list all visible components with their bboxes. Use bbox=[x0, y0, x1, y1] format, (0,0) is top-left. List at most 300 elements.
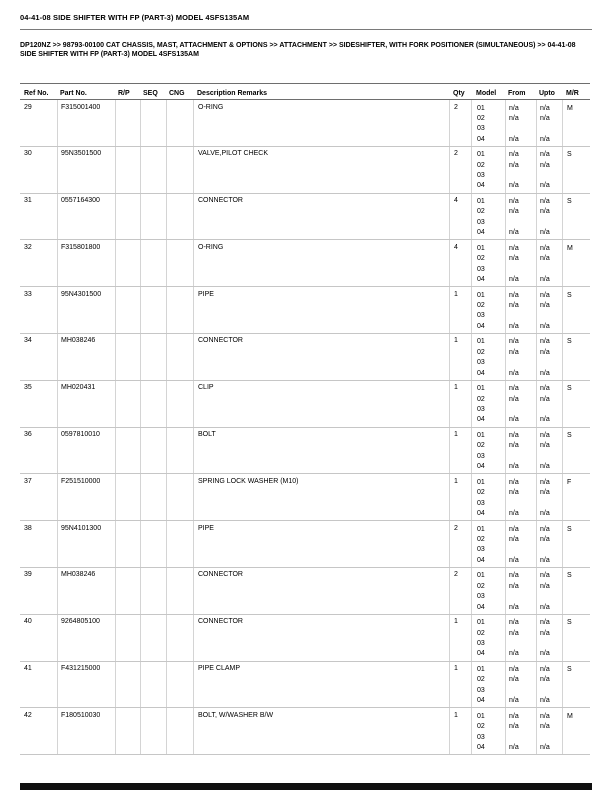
from-cell bbox=[505, 662, 536, 708]
rp-cell bbox=[115, 708, 140, 754]
qty-cell: 1 bbox=[449, 334, 471, 380]
cng-cell bbox=[166, 568, 193, 614]
table-row bbox=[20, 662, 590, 709]
description-cell: O-RING bbox=[193, 240, 449, 286]
model-line bbox=[540, 124, 562, 134]
description-cell: O-RING bbox=[193, 100, 449, 146]
model-line bbox=[509, 218, 536, 228]
qty-cell: 1 bbox=[449, 474, 471, 520]
model-line: n/a bbox=[509, 572, 519, 580]
seq-cell bbox=[140, 194, 166, 240]
model-line: n/a bbox=[540, 104, 550, 112]
rp-cell bbox=[115, 334, 140, 380]
model-line: n/a bbox=[509, 104, 519, 112]
model-line bbox=[509, 639, 536, 649]
model-line: 04 bbox=[477, 463, 485, 471]
from-cell bbox=[505, 708, 536, 754]
model-line bbox=[540, 452, 562, 462]
table-row bbox=[20, 428, 590, 475]
model-line: 01 bbox=[477, 619, 485, 627]
from-cell bbox=[505, 521, 536, 567]
model-cell bbox=[471, 662, 505, 708]
mr-cell bbox=[562, 147, 590, 193]
model-line: n/a bbox=[540, 114, 550, 122]
qty-cell: 1 bbox=[449, 708, 471, 754]
cng-cell bbox=[166, 428, 193, 474]
part-no-cell: 0557164300 bbox=[57, 194, 115, 240]
model-line: n/a bbox=[509, 416, 519, 424]
model-line: n/a bbox=[509, 666, 519, 674]
col-header-cng: CNG bbox=[169, 89, 185, 97]
model-line: 02 bbox=[477, 676, 485, 684]
model-line: 04 bbox=[477, 556, 485, 564]
model-line: 03 bbox=[477, 312, 485, 320]
model-cell bbox=[471, 521, 505, 567]
model-line bbox=[567, 462, 590, 472]
model-line: 04 bbox=[477, 603, 485, 611]
table-row bbox=[20, 381, 590, 428]
model-line: S bbox=[567, 291, 572, 299]
part-no-cell: MH038246 bbox=[57, 334, 115, 380]
model-line: 02 bbox=[477, 348, 485, 356]
qty-cell: 2 bbox=[449, 568, 471, 614]
model-line bbox=[567, 114, 590, 124]
model-line bbox=[567, 348, 590, 358]
model-line bbox=[567, 358, 590, 368]
ref-no-cell: 34 bbox=[24, 337, 32, 345]
model-line bbox=[509, 265, 536, 275]
cng-cell bbox=[166, 521, 193, 567]
model-line bbox=[567, 509, 590, 519]
mr-cell bbox=[562, 474, 590, 520]
model-cell bbox=[471, 568, 505, 614]
table-body bbox=[20, 100, 590, 755]
seq-cell bbox=[140, 662, 166, 708]
model-line: S bbox=[567, 619, 572, 627]
ref-no-cell: 31 bbox=[24, 197, 32, 205]
model-line: 01 bbox=[477, 198, 485, 206]
model-line bbox=[567, 228, 590, 238]
seq-cell bbox=[140, 428, 166, 474]
model-line: 02 bbox=[477, 208, 485, 216]
model-line: S bbox=[567, 572, 572, 580]
model-line: n/a bbox=[509, 536, 519, 544]
model-line bbox=[567, 171, 590, 181]
parts-table bbox=[20, 83, 590, 755]
model-line: n/a bbox=[509, 229, 519, 237]
model-line bbox=[567, 275, 590, 285]
model-line: 03 bbox=[477, 640, 485, 648]
model-line: 03 bbox=[477, 452, 485, 460]
model-line bbox=[540, 733, 562, 743]
model-line: 01 bbox=[477, 478, 485, 486]
description-cell: CONNECTOR bbox=[193, 334, 449, 380]
qty-cell: 1 bbox=[449, 662, 471, 708]
title-divider bbox=[20, 29, 592, 30]
model-line: n/a bbox=[509, 302, 519, 310]
upto-cell bbox=[536, 662, 562, 708]
model-line: 02 bbox=[477, 395, 485, 403]
model-line bbox=[567, 639, 590, 649]
model-line: 02 bbox=[477, 302, 485, 310]
model-cell bbox=[471, 428, 505, 474]
model-line: 04 bbox=[477, 510, 485, 518]
model-line bbox=[567, 415, 590, 425]
from-cell bbox=[505, 194, 536, 240]
seq-cell bbox=[140, 287, 166, 333]
model-line: n/a bbox=[540, 525, 550, 533]
model-cell bbox=[471, 474, 505, 520]
upto-cell bbox=[536, 287, 562, 333]
seq-cell bbox=[140, 615, 166, 661]
rp-cell bbox=[115, 100, 140, 146]
part-no-cell: F180510030 bbox=[57, 708, 115, 754]
model-line: n/a bbox=[540, 322, 550, 330]
col-header-qty: Qty bbox=[453, 89, 465, 97]
model-line: n/a bbox=[540, 255, 550, 263]
model-line: n/a bbox=[540, 676, 550, 684]
model-line bbox=[540, 218, 562, 228]
model-line: n/a bbox=[540, 536, 550, 544]
cng-cell bbox=[166, 474, 193, 520]
mr-cell bbox=[562, 381, 590, 427]
model-line: n/a bbox=[540, 369, 550, 377]
from-cell bbox=[505, 615, 536, 661]
seq-cell bbox=[140, 147, 166, 193]
model-line: n/a bbox=[509, 348, 519, 356]
description-cell: CONNECTOR bbox=[193, 568, 449, 614]
model-line: 01 bbox=[477, 432, 485, 440]
model-line: n/a bbox=[509, 442, 519, 450]
mr-cell bbox=[562, 240, 590, 286]
col-header-from: From bbox=[508, 89, 526, 97]
ref-no-cell: 29 bbox=[24, 103, 32, 111]
part-no-cell: 9264805100 bbox=[57, 615, 115, 661]
upto-cell bbox=[536, 147, 562, 193]
table-row bbox=[20, 334, 590, 381]
model-line: 02 bbox=[477, 582, 485, 590]
model-line: 04 bbox=[477, 697, 485, 705]
cng-cell bbox=[166, 708, 193, 754]
model-line: 03 bbox=[477, 218, 485, 226]
model-line: n/a bbox=[509, 151, 519, 159]
upto-cell bbox=[536, 708, 562, 754]
ref-no-cell: 32 bbox=[24, 243, 32, 251]
qty-cell: 1 bbox=[449, 615, 471, 661]
ref-no-cell: 41 bbox=[24, 665, 32, 673]
model-line: n/a bbox=[540, 556, 550, 564]
description-cell: PIPE bbox=[193, 287, 449, 333]
upto-cell bbox=[536, 194, 562, 240]
model-line: 03 bbox=[477, 546, 485, 554]
from-cell bbox=[505, 381, 536, 427]
model-line: 01 bbox=[477, 525, 485, 533]
model-line: n/a bbox=[540, 395, 550, 403]
col-header-description: Description Remarks bbox=[197, 89, 268, 97]
model-line bbox=[567, 265, 590, 275]
from-cell bbox=[505, 568, 536, 614]
rp-cell bbox=[115, 240, 140, 286]
model-line bbox=[509, 499, 536, 509]
rp-cell bbox=[115, 568, 140, 614]
model-line: n/a bbox=[509, 582, 519, 590]
model-line: n/a bbox=[509, 697, 519, 705]
table-row bbox=[20, 615, 590, 662]
model-line: M bbox=[567, 712, 573, 720]
mr-cell bbox=[562, 428, 590, 474]
model-line: 01 bbox=[477, 712, 485, 720]
model-line: 02 bbox=[477, 629, 485, 637]
ref-no-cell: 38 bbox=[24, 524, 32, 532]
qty-cell: 1 bbox=[449, 428, 471, 474]
model-line: n/a bbox=[509, 478, 519, 486]
model-line: n/a bbox=[509, 712, 519, 720]
model-line bbox=[540, 265, 562, 275]
model-line: 01 bbox=[477, 338, 485, 346]
model-line bbox=[567, 686, 590, 696]
rp-cell bbox=[115, 381, 140, 427]
model-line: n/a bbox=[540, 338, 550, 346]
mr-cell bbox=[562, 334, 590, 380]
description-cell: BOLT bbox=[193, 428, 449, 474]
model-line bbox=[509, 405, 536, 415]
model-line: n/a bbox=[509, 650, 519, 658]
part-no-cell: F315801800 bbox=[57, 240, 115, 286]
model-line: n/a bbox=[509, 291, 519, 299]
ref-no-cell: 40 bbox=[24, 618, 32, 626]
model-line: S bbox=[567, 666, 572, 674]
model-line: 04 bbox=[477, 369, 485, 377]
model-line: 01 bbox=[477, 104, 485, 112]
model-line: 01 bbox=[477, 291, 485, 299]
model-line: n/a bbox=[540, 151, 550, 159]
model-line: n/a bbox=[540, 650, 550, 658]
model-cell bbox=[471, 194, 505, 240]
model-line: n/a bbox=[509, 338, 519, 346]
ref-no-cell: 33 bbox=[24, 290, 32, 298]
model-line bbox=[567, 322, 590, 332]
model-line: n/a bbox=[509, 525, 519, 533]
model-line bbox=[567, 207, 590, 217]
model-line bbox=[540, 499, 562, 509]
table-row bbox=[20, 474, 590, 521]
upto-cell bbox=[536, 615, 562, 661]
model-line: n/a bbox=[540, 244, 550, 252]
rp-cell bbox=[115, 194, 140, 240]
model-cell bbox=[471, 287, 505, 333]
model-line: n/a bbox=[509, 385, 519, 393]
model-line: 04 bbox=[477, 229, 485, 237]
upto-cell bbox=[536, 474, 562, 520]
model-line: n/a bbox=[509, 744, 519, 752]
model-line: n/a bbox=[509, 255, 519, 263]
qty-cell: 1 bbox=[449, 381, 471, 427]
model-line: n/a bbox=[509, 395, 519, 403]
model-cell bbox=[471, 100, 505, 146]
model-line bbox=[540, 545, 562, 555]
model-cell bbox=[471, 708, 505, 754]
col-header-rp: R/P bbox=[118, 89, 130, 97]
model-line bbox=[509, 124, 536, 134]
model-line: n/a bbox=[509, 510, 519, 518]
model-line bbox=[567, 629, 590, 639]
model-line bbox=[509, 171, 536, 181]
model-cell bbox=[471, 334, 505, 380]
mr-cell bbox=[562, 662, 590, 708]
model-line: n/a bbox=[509, 676, 519, 684]
mr-cell bbox=[562, 708, 590, 754]
model-line bbox=[509, 733, 536, 743]
model-line: n/a bbox=[540, 489, 550, 497]
model-line: n/a bbox=[540, 302, 550, 310]
model-line: n/a bbox=[540, 723, 550, 731]
model-line: n/a bbox=[509, 276, 519, 284]
model-line: n/a bbox=[509, 556, 519, 564]
table-row bbox=[20, 287, 590, 334]
model-line: n/a bbox=[540, 348, 550, 356]
model-line: n/a bbox=[540, 229, 550, 237]
model-line: n/a bbox=[540, 478, 550, 486]
model-line: 01 bbox=[477, 385, 485, 393]
qty-cell: 2 bbox=[449, 147, 471, 193]
model-line bbox=[567, 535, 590, 545]
from-cell bbox=[505, 474, 536, 520]
description-cell: PIPE bbox=[193, 521, 449, 567]
model-line: 02 bbox=[477, 489, 485, 497]
model-line: 02 bbox=[477, 536, 485, 544]
description-cell: CLIP bbox=[193, 381, 449, 427]
model-line: n/a bbox=[540, 416, 550, 424]
model-line: n/a bbox=[540, 385, 550, 393]
upto-cell bbox=[536, 100, 562, 146]
model-line bbox=[567, 441, 590, 451]
model-line: 02 bbox=[477, 723, 485, 731]
upto-cell bbox=[536, 521, 562, 567]
col-header-ref-no: Ref No. bbox=[24, 89, 49, 97]
mr-cell bbox=[562, 194, 590, 240]
model-line bbox=[540, 358, 562, 368]
model-line bbox=[567, 733, 590, 743]
model-line: 02 bbox=[477, 161, 485, 169]
model-line: n/a bbox=[540, 161, 550, 169]
model-line: n/a bbox=[509, 182, 519, 190]
model-line bbox=[567, 311, 590, 321]
model-line: 03 bbox=[477, 593, 485, 601]
model-line bbox=[567, 722, 590, 732]
rp-cell bbox=[115, 474, 140, 520]
model-line: n/a bbox=[509, 208, 519, 216]
model-line: n/a bbox=[540, 619, 550, 627]
rp-cell bbox=[115, 662, 140, 708]
model-line bbox=[567, 254, 590, 264]
upto-cell bbox=[536, 428, 562, 474]
model-line bbox=[567, 603, 590, 613]
model-line: n/a bbox=[509, 369, 519, 377]
table-row bbox=[20, 194, 590, 241]
model-line: n/a bbox=[509, 489, 519, 497]
model-line: n/a bbox=[540, 198, 550, 206]
model-line bbox=[540, 639, 562, 649]
model-line bbox=[540, 405, 562, 415]
seq-cell bbox=[140, 100, 166, 146]
model-line: 03 bbox=[477, 406, 485, 414]
qty-cell: 2 bbox=[449, 521, 471, 567]
model-line bbox=[567, 675, 590, 685]
qty-cell: 4 bbox=[449, 240, 471, 286]
model-line bbox=[567, 545, 590, 555]
model-line: n/a bbox=[540, 697, 550, 705]
from-cell bbox=[505, 334, 536, 380]
rp-cell bbox=[115, 615, 140, 661]
qty-cell: 4 bbox=[449, 194, 471, 240]
model-line: n/a bbox=[509, 161, 519, 169]
model-line: n/a bbox=[509, 135, 519, 143]
ref-no-cell: 42 bbox=[24, 711, 32, 719]
cng-cell bbox=[166, 100, 193, 146]
part-no-cell: F431215000 bbox=[57, 662, 115, 708]
model-line bbox=[567, 301, 590, 311]
description-cell: PIPE CLAMP bbox=[193, 662, 449, 708]
cng-cell bbox=[166, 334, 193, 380]
model-line: S bbox=[567, 198, 572, 206]
description-cell: BOLT, W/WASHER B/W bbox=[193, 708, 449, 754]
model-cell bbox=[471, 147, 505, 193]
model-line bbox=[567, 218, 590, 228]
upto-cell bbox=[536, 334, 562, 380]
mr-cell bbox=[562, 521, 590, 567]
model-line: 04 bbox=[477, 135, 485, 143]
model-cell bbox=[471, 240, 505, 286]
page-title: 04-41-08 SIDE SHIFTER WITH FP (PART-3) MODEL 4SFS135AM bbox=[20, 13, 250, 22]
model-line: 01 bbox=[477, 666, 485, 674]
model-line: n/a bbox=[509, 114, 519, 122]
model-line: n/a bbox=[540, 510, 550, 518]
model-line: n/a bbox=[540, 182, 550, 190]
cng-cell bbox=[166, 662, 193, 708]
model-line bbox=[567, 405, 590, 415]
model-line bbox=[567, 161, 590, 171]
model-line: 03 bbox=[477, 265, 485, 273]
rp-cell bbox=[115, 521, 140, 567]
model-line: 04 bbox=[477, 182, 485, 190]
model-line bbox=[509, 311, 536, 321]
model-line: n/a bbox=[540, 291, 550, 299]
next-section-header-bar bbox=[20, 783, 592, 790]
model-line: n/a bbox=[540, 603, 550, 611]
from-cell bbox=[505, 287, 536, 333]
rp-cell bbox=[115, 287, 140, 333]
model-line: n/a bbox=[540, 463, 550, 471]
seq-cell bbox=[140, 240, 166, 286]
model-line: 04 bbox=[477, 744, 485, 752]
model-line bbox=[567, 649, 590, 659]
model-line: n/a bbox=[509, 619, 519, 627]
model-line: S bbox=[567, 525, 572, 533]
model-line: M bbox=[567, 104, 573, 112]
model-line: n/a bbox=[509, 629, 519, 637]
table-row bbox=[20, 100, 590, 147]
col-header-upto: Upto bbox=[539, 89, 555, 97]
part-no-cell: 0597810010 bbox=[57, 428, 115, 474]
model-line bbox=[540, 686, 562, 696]
col-header-part-no: Part No. bbox=[60, 89, 87, 97]
part-no-cell: F251510000 bbox=[57, 474, 115, 520]
mr-cell bbox=[562, 615, 590, 661]
from-cell bbox=[505, 147, 536, 193]
ref-no-cell: 30 bbox=[24, 150, 32, 158]
model-line bbox=[567, 499, 590, 509]
model-line: n/a bbox=[540, 572, 550, 580]
